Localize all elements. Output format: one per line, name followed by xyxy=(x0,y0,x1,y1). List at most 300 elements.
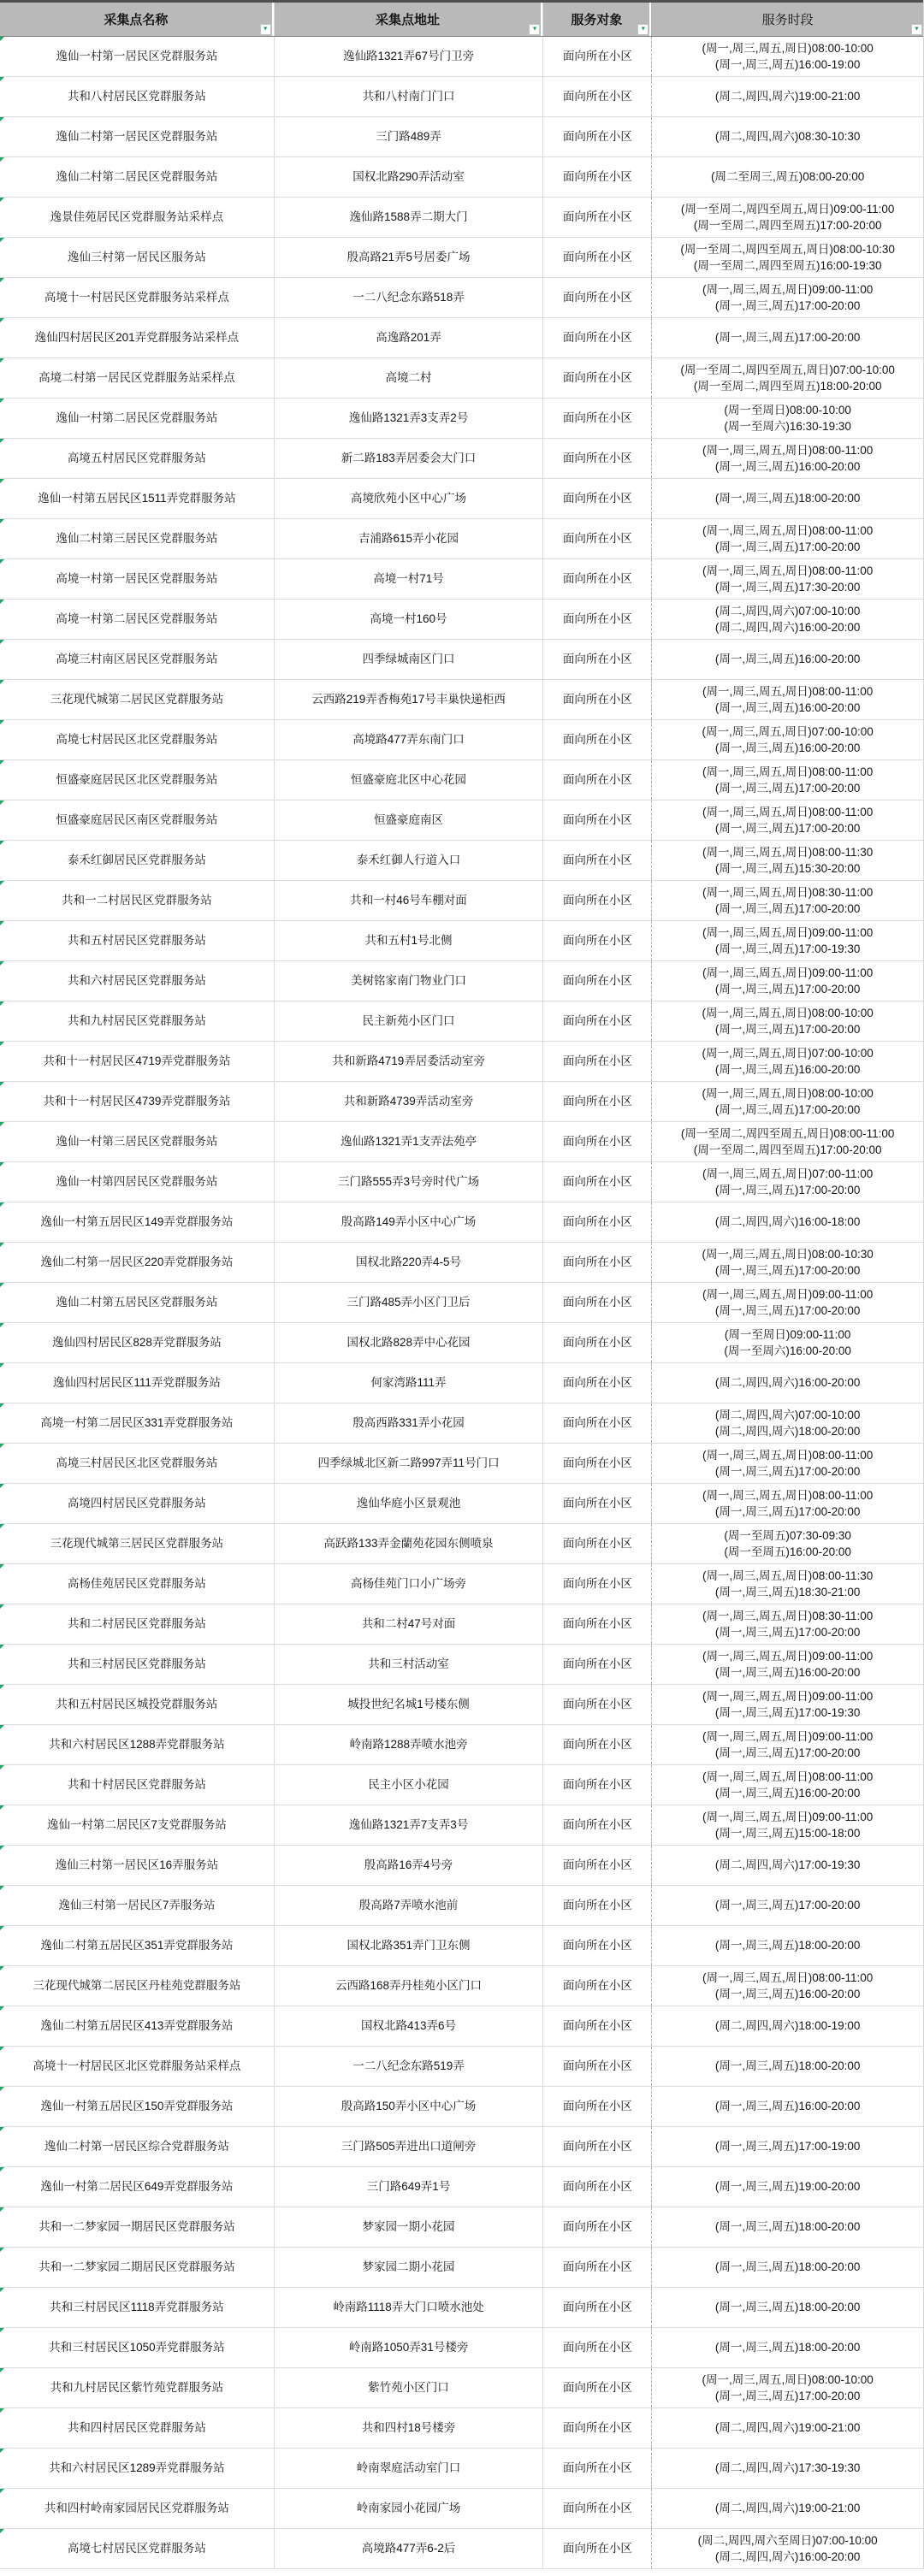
cell-site-name[interactable] xyxy=(0,399,274,438)
service-hours-line: (周二,周四,周六)19:00-21:00 xyxy=(714,2421,861,2435)
cell-service-target[interactable] xyxy=(542,1403,651,1443)
cell-service-target[interactable] xyxy=(542,198,651,237)
cell-site-name[interactable] xyxy=(0,2368,274,2408)
cell-site-name[interactable] xyxy=(0,157,274,197)
site-name-text: 高境七村居民区党群服务站 xyxy=(67,2542,206,2555)
cell-service-target[interactable] xyxy=(542,1283,651,1322)
cell-service-hours[interactable] xyxy=(651,318,923,357)
cell-service-target[interactable] xyxy=(542,2047,651,2086)
cell-service-hours[interactable] xyxy=(651,720,923,759)
cell-site-name[interactable] xyxy=(0,841,274,880)
cell-service-target[interactable] xyxy=(542,1082,651,1121)
cell-site-name[interactable] xyxy=(0,1082,274,1121)
cell-site-name[interactable] xyxy=(0,760,274,800)
cell-service-hours[interactable] xyxy=(651,1202,923,1242)
cell-service-target[interactable] xyxy=(542,680,651,719)
cell-service-target[interactable] xyxy=(542,1524,651,1563)
cell-site-name[interactable] xyxy=(0,318,274,357)
cell-site-name[interactable] xyxy=(0,2006,274,2046)
cell-site-address[interactable] xyxy=(274,1323,543,1362)
cell-site-address[interactable] xyxy=(274,2207,543,2247)
cell-site-name[interactable] xyxy=(0,881,274,920)
cell-service-target[interactable] xyxy=(542,2368,651,2408)
cell-site-address[interactable] xyxy=(274,600,543,639)
cell-service-target[interactable] xyxy=(542,2449,651,2488)
cell-site-name[interactable] xyxy=(0,1001,274,1041)
cell-service-hours[interactable] xyxy=(651,1926,923,1965)
cell-service-target[interactable] xyxy=(542,439,651,478)
cell-site-address[interactable] xyxy=(274,720,543,759)
cell-service-hours[interactable] xyxy=(651,2328,923,2367)
cell-service-hours[interactable] xyxy=(651,1082,923,1121)
cell-service-hours[interactable] xyxy=(651,77,923,116)
cell-site-address[interactable] xyxy=(274,1082,543,1121)
cell-site-name[interactable] xyxy=(0,1926,274,1965)
cell-service-target[interactable] xyxy=(542,238,651,277)
cell-service-hours[interactable] xyxy=(651,1243,923,1282)
cell-service-target[interactable] xyxy=(542,1886,651,1925)
cell-site-address[interactable] xyxy=(274,278,543,317)
cell-site-name[interactable] xyxy=(0,2047,274,2086)
cell-site-name[interactable] xyxy=(0,1484,274,1523)
cell-service-hours[interactable] xyxy=(651,1805,923,1845)
cell-site-address[interactable] xyxy=(274,2529,543,2568)
cell-site-name[interactable] xyxy=(0,278,274,317)
cell-service-target[interactable] xyxy=(542,157,651,197)
cell-site-name[interactable] xyxy=(0,2408,274,2448)
cell-service-target[interactable] xyxy=(542,1604,651,1644)
cell-site-address[interactable] xyxy=(274,1645,543,1684)
cell-site-name[interactable] xyxy=(0,1604,274,1644)
cell-service-hours[interactable] xyxy=(651,1725,923,1764)
cell-site-address[interactable] xyxy=(274,1765,543,1805)
site-address-text: 梦家园一期小花园 xyxy=(362,2220,455,2234)
service-target-text: 面向所在小区 xyxy=(562,1336,632,1350)
table-row xyxy=(0,2368,923,2408)
cell-service-hours[interactable] xyxy=(651,2127,923,2166)
cell-service-target[interactable] xyxy=(542,2167,651,2207)
cell-service-target[interactable] xyxy=(542,37,651,76)
cell-site-address[interactable] xyxy=(274,881,543,920)
cell-site-address[interactable] xyxy=(274,841,543,880)
cell-site-name[interactable] xyxy=(0,198,274,237)
cell-service-target[interactable] xyxy=(542,1444,651,1483)
service-target-text: 面向所在小区 xyxy=(562,2421,632,2435)
cell-site-name[interactable] xyxy=(0,1202,274,1242)
cell-service-hours[interactable] xyxy=(651,1444,923,1483)
cell-service-hours[interactable] xyxy=(651,519,923,558)
cell-site-name[interactable] xyxy=(0,2489,274,2528)
cell-site-address[interactable] xyxy=(274,358,543,398)
cell-service-target[interactable] xyxy=(542,1162,651,1202)
header-cell-target[interactable] xyxy=(542,3,651,36)
cell-site-name[interactable] xyxy=(0,1805,274,1845)
cell-flag-icon xyxy=(0,1564,4,1569)
cell-site-name[interactable] xyxy=(0,439,274,478)
cell-service-hours[interactable] xyxy=(651,1403,923,1443)
table-row xyxy=(0,1283,923,1323)
cell-service-hours[interactable] xyxy=(651,157,923,197)
service-target-text: 面向所在小区 xyxy=(562,90,632,103)
cell-service-target[interactable] xyxy=(542,2127,651,2166)
cell-site-address[interactable] xyxy=(274,1604,543,1644)
cell-service-hours[interactable] xyxy=(651,1685,923,1724)
cell-service-hours[interactable] xyxy=(651,640,923,679)
cell-service-target[interactable] xyxy=(542,2529,651,2568)
cell-site-name[interactable] xyxy=(0,519,274,558)
cell-service-hours[interactable] xyxy=(651,2489,923,2528)
cell-site-address[interactable] xyxy=(274,2288,543,2327)
service-target-text: 面向所在小区 xyxy=(562,1577,632,1591)
cell-site-address[interactable] xyxy=(274,801,543,840)
cell-site-name[interactable] xyxy=(0,2207,274,2247)
cell-site-address[interactable] xyxy=(274,2328,543,2367)
cell-service-hours[interactable] xyxy=(651,600,923,639)
cell-service-hours[interactable] xyxy=(651,2248,923,2287)
site-address-text: 三门路489弄 xyxy=(376,130,441,144)
cell-service-hours[interactable] xyxy=(651,921,923,960)
cell-service-hours[interactable] xyxy=(651,2207,923,2247)
cell-service-target[interactable] xyxy=(542,1484,651,1523)
cell-service-target[interactable] xyxy=(542,1966,651,2006)
site-name-text: 共和六村居民区党群服务站 xyxy=(67,974,206,988)
cell-site-address[interactable] xyxy=(274,37,543,76)
cell-site-name[interactable] xyxy=(0,1966,274,2006)
cell-site-name[interactable] xyxy=(0,1725,274,1764)
cell-service-target[interactable] xyxy=(542,2248,651,2287)
cell-service-hours[interactable] xyxy=(651,1966,923,2006)
cell-site-name[interactable] xyxy=(0,1283,274,1322)
cell-service-target[interactable] xyxy=(542,1363,651,1403)
service-target-text: 面向所在小区 xyxy=(562,1939,632,1953)
cell-service-hours[interactable] xyxy=(651,1886,923,1925)
cell-site-address[interactable] xyxy=(274,2408,543,2448)
cell-service-target[interactable] xyxy=(542,841,651,880)
cell-service-hours[interactable] xyxy=(651,2368,923,2408)
cell-service-hours[interactable] xyxy=(651,117,923,157)
cell-site-name[interactable] xyxy=(0,238,274,277)
cell-site-address[interactable] xyxy=(274,2449,543,2488)
cell-service-hours[interactable] xyxy=(651,680,923,719)
cell-site-address[interactable] xyxy=(274,921,543,960)
cell-flag-icon xyxy=(0,2449,4,2453)
cell-site-name[interactable] xyxy=(0,559,274,599)
cell-service-hours[interactable] xyxy=(651,2167,923,2207)
service-hours-line: (周一,周三,周五,周日)09:00-11:00 xyxy=(702,1689,874,1703)
cell-service-target[interactable] xyxy=(542,77,651,116)
cell-site-name[interactable] xyxy=(0,1886,274,1925)
cell-site-address[interactable] xyxy=(274,198,543,237)
cell-site-address[interactable] xyxy=(274,1524,543,1563)
service-hours-line: (周一,周三,周五,周日)09:00-11:00 xyxy=(702,966,874,979)
cell-site-address[interactable] xyxy=(274,2006,543,2046)
header-label: 采集点名称 xyxy=(104,13,169,27)
cell-service-hours[interactable] xyxy=(651,238,923,277)
cell-service-hours[interactable] xyxy=(651,1042,923,1081)
cell-site-address[interactable] xyxy=(274,2167,543,2207)
cell-service-hours[interactable] xyxy=(651,399,923,438)
cell-site-address[interactable] xyxy=(274,760,543,800)
service-hours-line: (周一,周三,周五)18:00-20:00 xyxy=(714,2341,861,2354)
cell-site-address[interactable] xyxy=(274,157,543,197)
cell-site-name[interactable] xyxy=(0,358,274,398)
cell-site-address[interactable] xyxy=(274,2087,543,2126)
cell-service-target[interactable] xyxy=(542,2006,651,2046)
cell-service-hours[interactable] xyxy=(651,961,923,1001)
cell-service-hours[interactable] xyxy=(651,1001,923,1041)
cell-service-target[interactable] xyxy=(542,399,651,438)
cell-site-address[interactable] xyxy=(274,2248,543,2287)
cell-site-address[interactable] xyxy=(274,961,543,1001)
filter-dropdown-button[interactable] xyxy=(911,24,922,35)
cell-site-name[interactable] xyxy=(0,720,274,759)
cell-site-address[interactable] xyxy=(274,2047,543,2086)
cell-service-target[interactable] xyxy=(542,1926,651,1965)
table-row xyxy=(0,1765,923,1805)
cell-service-target[interactable] xyxy=(542,2087,651,2126)
cell-site-address[interactable] xyxy=(274,318,543,357)
cell-site-name[interactable] xyxy=(0,1444,274,1483)
cell-service-target[interactable] xyxy=(542,961,651,1001)
cell-service-target[interactable] xyxy=(542,640,651,679)
cell-site-address[interactable] xyxy=(274,1042,543,1081)
cell-site-address[interactable] xyxy=(274,1805,543,1845)
service-target-text: 面向所在小区 xyxy=(562,2502,632,2515)
cell-service-hours[interactable] xyxy=(651,1765,923,1805)
site-address-text: 民主小区小花园 xyxy=(368,1778,449,1792)
site-address-text: 岭南路1288弄喷水池旁 xyxy=(349,1738,468,1752)
cell-site-name[interactable] xyxy=(0,117,274,157)
cell-service-hours[interactable] xyxy=(651,439,923,478)
cell-service-target[interactable] xyxy=(542,479,651,518)
cell-site-name[interactable] xyxy=(0,1524,274,1563)
cell-service-target[interactable] xyxy=(542,2489,651,2528)
cell-site-name[interactable] xyxy=(0,1363,274,1403)
cell-service-hours[interactable] xyxy=(651,2529,923,2568)
cell-site-address[interactable] xyxy=(274,680,543,719)
cell-site-address[interactable] xyxy=(274,1283,543,1322)
filter-dropdown-button[interactable] xyxy=(260,24,271,35)
cell-service-target[interactable] xyxy=(542,1001,651,1041)
cell-site-name[interactable] xyxy=(0,1122,274,1161)
header-cell-address[interactable] xyxy=(274,3,543,36)
cell-site-name[interactable] xyxy=(0,1162,274,1202)
cell-site-address[interactable] xyxy=(274,1564,543,1604)
table-row xyxy=(0,1082,923,1122)
service-hours-line: (周一,周三,周五)15:00-18:00 xyxy=(714,1827,861,1840)
cell-service-hours[interactable] xyxy=(651,1162,923,1202)
cell-flag-icon xyxy=(0,1363,4,1368)
cell-site-name[interactable] xyxy=(0,1685,274,1724)
cell-site-address[interactable] xyxy=(274,1484,543,1523)
cell-site-name[interactable] xyxy=(0,640,274,679)
cell-service-target[interactable] xyxy=(542,318,651,357)
cell-site-name[interactable] xyxy=(0,1403,274,1443)
site-name-text: 逸仙二村第一居民区党群服务站 xyxy=(56,130,218,144)
cell-site-address[interactable] xyxy=(274,1162,543,1202)
cell-service-hours[interactable] xyxy=(651,1645,923,1684)
cell-service-hours[interactable] xyxy=(651,559,923,599)
cell-site-name[interactable] xyxy=(0,600,274,639)
cell-site-name[interactable] xyxy=(0,801,274,840)
cell-site-name[interactable] xyxy=(0,680,274,719)
cell-site-name[interactable] xyxy=(0,2449,274,2488)
filter-dropdown-button[interactable] xyxy=(529,24,540,35)
cell-service-hours[interactable] xyxy=(651,2087,923,2126)
cell-service-target[interactable] xyxy=(542,1685,651,1724)
site-address-text: 三门路555弄3号旁时代广场 xyxy=(338,1175,480,1189)
cell-site-address[interactable] xyxy=(274,1926,543,1965)
header-cell-hours[interactable] xyxy=(651,3,923,36)
cell-site-address[interactable] xyxy=(274,640,543,679)
cell-service-target[interactable] xyxy=(542,358,651,398)
cell-site-name[interactable] xyxy=(0,2248,274,2287)
service-hours-line: (周一至周日)09:00-11:00 xyxy=(724,1327,851,1341)
cell-site-name[interactable] xyxy=(0,2127,274,2166)
cell-site-address[interactable] xyxy=(274,1403,543,1443)
cell-site-address[interactable] xyxy=(274,77,543,116)
cell-service-target[interactable] xyxy=(542,2408,651,2448)
cell-service-target[interactable] xyxy=(542,720,651,759)
cell-service-hours[interactable] xyxy=(651,881,923,920)
header-cell-name[interactable] xyxy=(0,3,274,36)
cell-service-hours[interactable] xyxy=(651,358,923,398)
cell-service-hours[interactable] xyxy=(651,1323,923,1362)
cell-service-target[interactable] xyxy=(542,801,651,840)
service-hours-line: (周一,周三,周五)17:00-20:00 xyxy=(714,1465,861,1478)
cell-site-address[interactable] xyxy=(274,1685,543,1724)
cell-service-hours[interactable] xyxy=(651,760,923,800)
cell-site-name[interactable] xyxy=(0,479,274,518)
cell-service-hours[interactable] xyxy=(651,2047,923,2086)
cell-site-name[interactable] xyxy=(0,2167,274,2207)
service-hours-line: (周一,周三,周五,周日)08:00-11:00 xyxy=(702,523,874,537)
service-target-text: 面向所在小区 xyxy=(562,2019,632,2033)
filter-dropdown-button[interactable] xyxy=(637,24,649,35)
cell-site-name[interactable] xyxy=(0,37,274,76)
site-address-text: 新二路183弄居委会大门口 xyxy=(341,452,477,465)
cell-site-name[interactable] xyxy=(0,921,274,960)
cell-site-name[interactable] xyxy=(0,2328,274,2367)
cell-site-name[interactable] xyxy=(0,1564,274,1604)
cell-site-address[interactable] xyxy=(274,1243,543,1282)
cell-site-address[interactable] xyxy=(274,1444,543,1483)
cell-site-address[interactable] xyxy=(274,1966,543,2006)
cell-site-address[interactable] xyxy=(274,479,543,518)
cell-service-hours[interactable] xyxy=(651,1363,923,1403)
cell-site-name[interactable] xyxy=(0,2529,274,2568)
cell-service-target[interactable] xyxy=(542,1323,651,1362)
cell-service-hours[interactable] xyxy=(651,1846,923,1885)
cell-site-address[interactable] xyxy=(274,1001,543,1041)
cell-site-name[interactable] xyxy=(0,2087,274,2126)
cell-service-target[interactable] xyxy=(542,881,651,920)
cell-service-target[interactable] xyxy=(542,1645,651,1684)
cell-service-target[interactable] xyxy=(542,117,651,157)
cell-service-hours[interactable] xyxy=(651,1122,923,1161)
cell-service-hours[interactable] xyxy=(651,2408,923,2448)
cell-site-name[interactable] xyxy=(0,2288,274,2327)
cell-site-address[interactable] xyxy=(274,1725,543,1764)
cell-site-address[interactable] xyxy=(274,1846,543,1885)
site-name-text: 恒盛豪庭居民区南区党群服务站 xyxy=(56,813,218,827)
cell-service-hours[interactable] xyxy=(651,1283,923,1322)
cell-service-target[interactable] xyxy=(542,921,651,960)
cell-service-target[interactable] xyxy=(542,1765,651,1805)
service-target-text: 面向所在小区 xyxy=(562,1135,632,1149)
cell-flag-icon xyxy=(0,37,4,41)
cell-service-target[interactable] xyxy=(542,2207,651,2247)
cell-service-target[interactable] xyxy=(542,2288,651,2327)
cell-site-name[interactable] xyxy=(0,1323,274,1362)
cell-service-hours[interactable] xyxy=(651,1564,923,1604)
cell-site-name[interactable] xyxy=(0,1846,274,1885)
cell-service-hours[interactable] xyxy=(651,198,923,237)
cell-service-target[interactable] xyxy=(542,1846,651,1885)
cell-site-name[interactable] xyxy=(0,1243,274,1282)
service-hours-line: (周二,周四,周六)16:00-20:00 xyxy=(714,1376,861,1390)
cell-site-address[interactable] xyxy=(274,2368,543,2408)
cell-service-hours[interactable] xyxy=(651,1484,923,1523)
cell-service-target[interactable] xyxy=(542,1564,651,1604)
cell-service-hours[interactable] xyxy=(651,479,923,518)
cell-service-hours[interactable] xyxy=(651,37,923,76)
cell-service-hours[interactable] xyxy=(651,1604,923,1644)
cell-service-target[interactable] xyxy=(542,2328,651,2367)
cell-site-address[interactable] xyxy=(274,2489,543,2528)
cell-site-address[interactable] xyxy=(274,439,543,478)
cell-service-hours[interactable] xyxy=(651,841,923,880)
cell-service-target[interactable] xyxy=(542,1725,651,1764)
cell-site-name[interactable] xyxy=(0,961,274,1001)
cell-site-address[interactable] xyxy=(274,117,543,157)
cell-service-target[interactable] xyxy=(542,278,651,317)
cell-service-hours[interactable] xyxy=(651,2449,923,2488)
table-row xyxy=(0,2127,923,2167)
cell-service-target[interactable] xyxy=(542,559,651,599)
cell-flag-icon xyxy=(0,1042,4,1046)
cell-flag-icon xyxy=(0,399,4,403)
cell-service-hours[interactable] xyxy=(651,1524,923,1563)
cell-service-target[interactable] xyxy=(542,1805,651,1845)
cell-site-name[interactable] xyxy=(0,77,274,116)
cell-service-target[interactable] xyxy=(542,519,651,558)
cell-site-address[interactable] xyxy=(274,1363,543,1403)
cell-site-address[interactable] xyxy=(274,2127,543,2166)
cell-service-target[interactable] xyxy=(542,600,651,639)
cell-site-address[interactable] xyxy=(274,519,543,558)
cell-site-address[interactable] xyxy=(274,1122,543,1161)
cell-service-target[interactable] xyxy=(542,1042,651,1081)
cell-site-address[interactable] xyxy=(274,559,543,599)
cell-service-target[interactable] xyxy=(542,1243,651,1282)
cell-service-hours[interactable] xyxy=(651,278,923,317)
cell-site-address[interactable] xyxy=(274,238,543,277)
cell-site-name[interactable] xyxy=(0,1042,274,1081)
cell-site-address[interactable] xyxy=(274,1886,543,1925)
cell-service-hours[interactable] xyxy=(651,2288,923,2327)
cell-site-address[interactable] xyxy=(274,399,543,438)
cell-site-name[interactable] xyxy=(0,1645,274,1684)
cell-service-target[interactable] xyxy=(542,1122,651,1161)
cell-service-target[interactable] xyxy=(542,1202,651,1242)
cell-service-hours[interactable] xyxy=(651,2006,923,2046)
cell-site-address[interactable] xyxy=(274,1202,543,1242)
service-hours-line: (周一,周三,周五,周日)08:00-11:00 xyxy=(702,1488,874,1502)
cell-service-hours[interactable] xyxy=(651,801,923,840)
cell-service-target[interactable] xyxy=(542,760,651,800)
cell-site-name[interactable] xyxy=(0,1765,274,1805)
